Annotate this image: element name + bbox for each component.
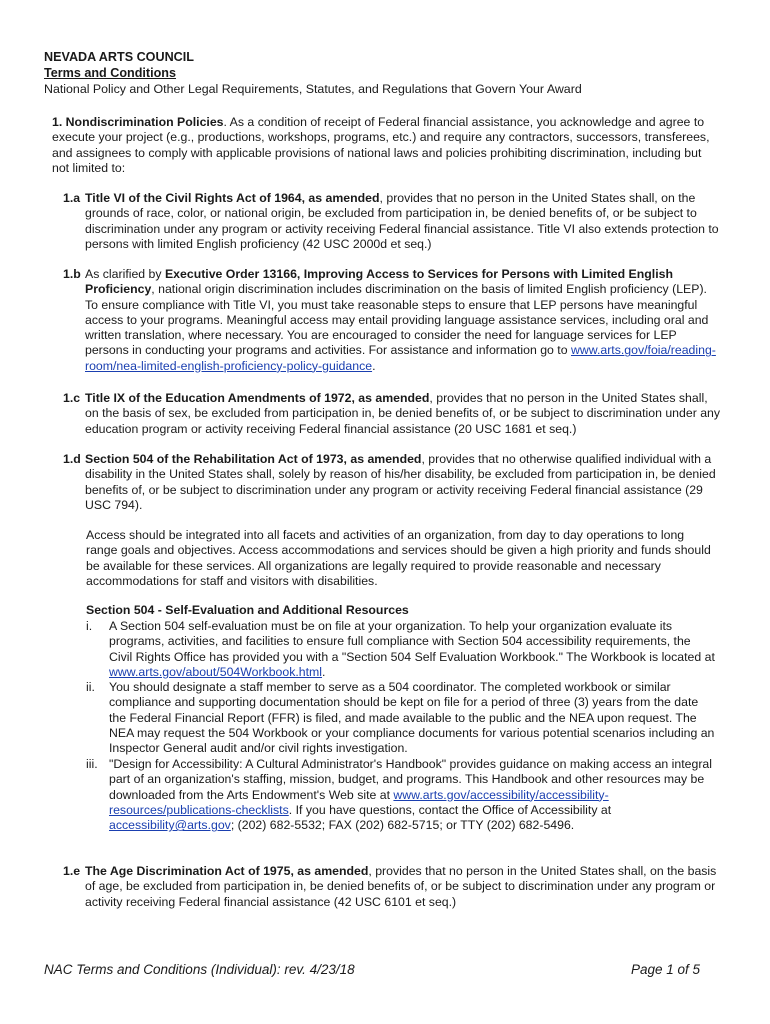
item-504-iii-body: "Design for Accessibility: A Cultural Administrator's Handbook" provides guidance on making access an integral part of an organization's staffing, mission, budget, and programs. This Handbook and other resources may be downloaded from the Arts Endowment's Web site at bbox=[109, 757, 713, 802]
item-1e-title: The Age Discrimination Act of 1975, as amended bbox=[85, 864, 369, 878]
item-504-iii-text bbox=[109, 757, 716, 833]
item-1a-body: , provides that no person in the United States shall, on the grounds of race, color, or national origin, be excluded from participation in, be denied benefits of, or be subject to discrimination under any program or activity receiving Federal financial assistance. Title VI also extends protection to persons with limited English proficiency (42 USC 2000d et seq.) bbox=[85, 191, 719, 251]
item-1d-number: 1.d bbox=[63, 452, 81, 466]
item-504-ii bbox=[86, 680, 716, 756]
item-1b-post: . bbox=[372, 358, 376, 373]
footer-page-number: Page 1 of 5 bbox=[630, 962, 700, 977]
document-header bbox=[44, 49, 734, 97]
item-1c-text bbox=[85, 391, 723, 437]
item-1d bbox=[63, 452, 723, 513]
item-1a-text bbox=[85, 191, 723, 252]
item-1b-title: Executive Order 13166, Improving Access to Services for Persons with Limited English Proficiency bbox=[85, 267, 673, 297]
accessibility-email-link[interactable]: accessibility@arts.gov bbox=[109, 818, 231, 833]
item-1d-body: , provides that no otherwise qualified individual with a disability in the United States shall, solely by reason of his/her disability, be excluded from participation in, be denied benefits of, or be subject to discrimination under any program or activity receiving Federal financial assistance (29 USC 794). bbox=[85, 452, 716, 512]
item-504-ii-number: ii. bbox=[86, 680, 95, 694]
section-504-heading: Section 504 - Self-Evaluation and Additional Resources bbox=[86, 603, 409, 617]
item-1b-body: , national origin discrimination includes discrimination on the basis of limited English proficiency (LEP). To ensure compliance with Title VI, you must take reasonable steps to ensure that LEP persons have meaningful access to your programs. Meaningful access may entail providing language assistance services, including oral and written translation, where necessary. You are encouraged to consider the need for language services for LEP persons in conducting your programs and activities. For assistance and information go to bbox=[85, 282, 709, 358]
item-1a-title: Title VI of the Civil Rights Act of 1964, as amended bbox=[85, 191, 380, 205]
item-1b-pre: As clarified by bbox=[85, 267, 165, 281]
workbook-link[interactable]: www.arts.gov/about/504Workbook.html bbox=[109, 664, 323, 679]
item-1e-body: , provides that no person in the United States shall, on the basis of age, be excluded from participation in, be denied benefits of, or be subject to discrimination under any program or activity receiving Federal financial assistance (42 USC 6101 et seq.) bbox=[85, 864, 717, 909]
item-504-iii-mid: . If you have questions, contact the Office of Accessibility at bbox=[288, 802, 612, 817]
item-1c-title: Title IX of the Education Amendments of 1972, as amended bbox=[85, 391, 430, 405]
item-504-iii bbox=[86, 757, 716, 833]
document-title: Terms and Conditions bbox=[44, 66, 177, 80]
organization-name: NEVADA ARTS COUNCIL bbox=[44, 50, 194, 64]
item-1c-number: 1.c bbox=[63, 391, 81, 405]
item-1e-text bbox=[85, 864, 723, 910]
item-504-i-post: . bbox=[322, 664, 326, 679]
access-paragraph: Access should be integrated into all facets and activities of an organization, from day to day operations to long range goals and objectives. Access accommodations and services should be given a high priority and funds should be available for these services. All organizations are legally required to provide reasonable and necessary accommodations for staff and visitors with disabilities. bbox=[86, 528, 711, 588]
item-1e-number: 1.e bbox=[63, 864, 81, 878]
lep-guidance-link[interactable]: www.arts.gov/foia/reading-room/nea-limited-english-proficiency-policy-guidance bbox=[85, 343, 716, 373]
item-504-i-text bbox=[109, 619, 716, 680]
item-504-i-number: i. bbox=[86, 619, 93, 633]
publications-link[interactable]: www.arts.gov/accessibility/accessibility-resources/publications-checklists bbox=[109, 787, 609, 817]
item-1c bbox=[63, 391, 723, 437]
item-1d-text bbox=[85, 452, 723, 513]
item-1a-number: 1.a bbox=[63, 191, 81, 205]
section-1-lead: 1. Nondiscrimination Policies bbox=[52, 115, 224, 129]
section-1-paragraph bbox=[52, 115, 712, 176]
document-subtitle: National Policy and Other Legal Requirements, Statutes, and Regulations that Govern Your Award bbox=[44, 82, 582, 96]
item-504-i bbox=[86, 619, 716, 680]
section-nondiscrimination bbox=[52, 115, 712, 176]
item-1b bbox=[63, 267, 723, 374]
item-504-i-body: A Section 504 self-evaluation must be on file at your organization. To help your organization evaluate its programs, activities, and facilities to ensure full compliance with Section 504 accessibility requirements, the Civil Rights Office has provided you with a "Section 504 Self Evaluation Workbook." The Workbook is located at bbox=[109, 619, 715, 664]
footer-revision: NAC Terms and Conditions (Individual): rev. 4/23/18 bbox=[44, 962, 355, 977]
item-1a bbox=[63, 191, 723, 252]
item-1b-text bbox=[85, 267, 723, 374]
item-1d-title: Section 504 of the Rehabilitation Act of 1973, as amended bbox=[85, 452, 422, 466]
item-504-ii-text: You should designate a staff member to serve as a 504 coordinator. The completed workbook or similar compliance and supporting documentation should be kept on file for a period of three (3) years from the date the Federal Financial Report (FFR) is filed, and made available to the public and the NEA upon request. The NEA may request the 504 Workbook or your compliance documents for various potential scenarios including an Inspector General audit and/or civil rights investigation. bbox=[109, 680, 715, 756]
item-504-iii-number: iii. bbox=[86, 757, 98, 771]
item-1e bbox=[63, 864, 723, 910]
item-1c-body: , provides that no person in the United States shall, on the basis of sex, be excluded from participation in, be denied benefits of, or be subject to discrimination under any education program or activity receiving Federal financial assistance (20 USC 1681 et seq.) bbox=[85, 391, 721, 436]
section-1-text: . As a condition of receipt of Federal financial assistance, you acknowledge and agree to execute your project (e.g., productions, workshops, programs, etc.) and require any contractors, successors, transferees, and assignees to comply with applicable provisions of national laws and policies prohibiting discrimination, including but not limited to: bbox=[52, 115, 710, 175]
item-1b-number: 1.b bbox=[63, 267, 81, 281]
item-504-iii-post: ; (202) 682-5532; FAX (202) 682-5715; or TTY (202) 682-5496. bbox=[230, 818, 575, 833]
